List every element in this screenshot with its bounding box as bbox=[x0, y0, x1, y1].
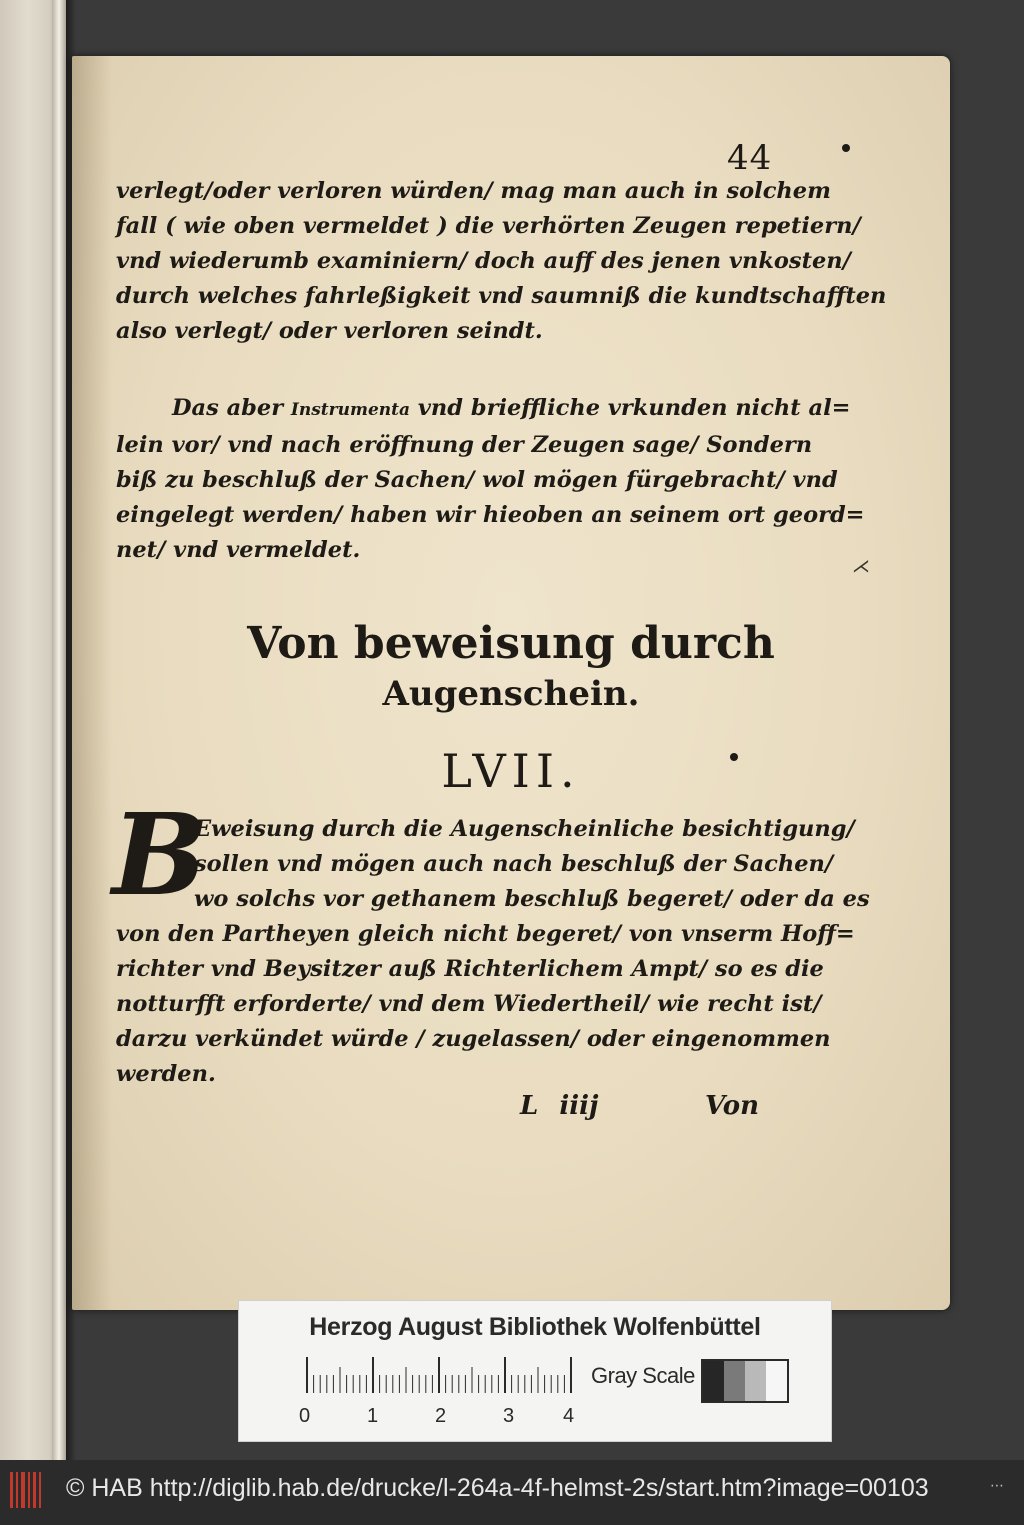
paragraph-2 bbox=[116, 391, 865, 568]
paragraph-2-first-line bbox=[116, 391, 851, 428]
section-heading: Von beweisung durch bbox=[247, 618, 775, 669]
text-line: biß zu beschluß der Sachen/ wol mögen fürgebracht/ vnd bbox=[116, 467, 838, 493]
page-number: 44 bbox=[727, 138, 773, 178]
section-subheading: Augenschein. bbox=[382, 674, 640, 714]
latin-term: Instrumenta bbox=[290, 400, 411, 420]
text-line: eingelegt werden/ haben wir hieoben an seinem ort geord= bbox=[116, 502, 865, 528]
chapter-number: LVII. bbox=[441, 744, 581, 798]
text-line: von den Partheyen gleich nicht begeret/ von vnserm Hoff= bbox=[116, 921, 855, 947]
ruler-label: 0 bbox=[299, 1405, 311, 1427]
text-line: vnd wiederumb examiniern/ doch auff des jenen vnkosten/ bbox=[116, 248, 851, 274]
text-line: Eweisung durch die Augenscheinliche besichtigung/ bbox=[194, 816, 855, 842]
ruler-scale bbox=[303, 1357, 575, 1393]
text-line: wo solchs vor gethanem beschluß begeret/ oder da es bbox=[194, 886, 870, 912]
ruler-label: 3 bbox=[503, 1405, 515, 1427]
gray-swatch bbox=[745, 1361, 766, 1401]
text-line: fall ( wie oben vermeldet ) die verhörten Zeugen repetiern/ bbox=[116, 213, 861, 239]
gray-scale-swatches bbox=[701, 1359, 789, 1403]
gray-scale-label: Gray Scale bbox=[591, 1363, 695, 1388]
gray-swatch bbox=[703, 1361, 724, 1401]
barcode-logo-icon[interactable] bbox=[8, 1468, 46, 1512]
text-line: also verlegt/ oder verloren seindt. bbox=[116, 318, 543, 344]
text-line: net/ vnd vermeldet. bbox=[116, 537, 361, 563]
catchword: Von bbox=[705, 1091, 760, 1121]
text-line: sollen vnd mögen auch nach beschluß der Sachen/ bbox=[194, 851, 834, 877]
text-line: notturfft erforderte/ vnd dem Wiedertheil/ wie recht ist/ bbox=[116, 991, 822, 1017]
marginal-mark: ⋌ bbox=[852, 556, 870, 577]
paragraph-3-indented bbox=[194, 812, 870, 917]
drop-cap-initial: B bbox=[112, 790, 207, 921]
text-line: richter vnd Beysitzer auß Richterlichem Ampt/ so es die bbox=[116, 956, 824, 982]
paragraph-1 bbox=[116, 174, 887, 349]
paragraph-2-lead: Das aber bbox=[172, 395, 284, 421]
text-line: darzu verkündet würde / zugelassen/ oder eingenommen bbox=[116, 1026, 831, 1052]
ink-dot bbox=[842, 144, 850, 152]
page-stack-edge bbox=[52, 0, 66, 1460]
ruler-label: 1 bbox=[367, 1405, 379, 1427]
ruler-label: 4 bbox=[563, 1405, 575, 1427]
gray-swatch bbox=[724, 1361, 745, 1401]
ellipsis-icon[interactable]: ⋯ bbox=[990, 1478, 1004, 1494]
ruler-label: 2 bbox=[435, 1405, 447, 1427]
text-line: verlegt/oder verloren würden/ mag man auch in solchem bbox=[116, 178, 831, 204]
gray-swatch bbox=[766, 1361, 787, 1401]
footer-bar bbox=[0, 1460, 1024, 1525]
paragraph-2-rest: vnd brieffliche vrkunden nicht al= bbox=[417, 395, 851, 421]
book-page bbox=[72, 56, 950, 1310]
signature-mark: L iiij bbox=[520, 1091, 599, 1121]
text-line: durch welches fahrleßigkeit vnd saumniß die kundtschafften bbox=[116, 283, 887, 309]
text-line: lein vor/ vnd nach eröffnung der Zeugen sage/ Sondern bbox=[116, 432, 813, 458]
paragraph-3 bbox=[116, 917, 855, 1092]
footer-credit-link[interactable]: © HAB http://diglib.hab.de/drucke/l-264a-4f-helmst-2s/start.htm?image=00103 bbox=[66, 1474, 929, 1502]
card-title: Herzog August Bibliothek Wolfenbüttel bbox=[309, 1313, 761, 1341]
text-line: werden. bbox=[116, 1061, 216, 1087]
color-reference-card bbox=[238, 1300, 832, 1442]
